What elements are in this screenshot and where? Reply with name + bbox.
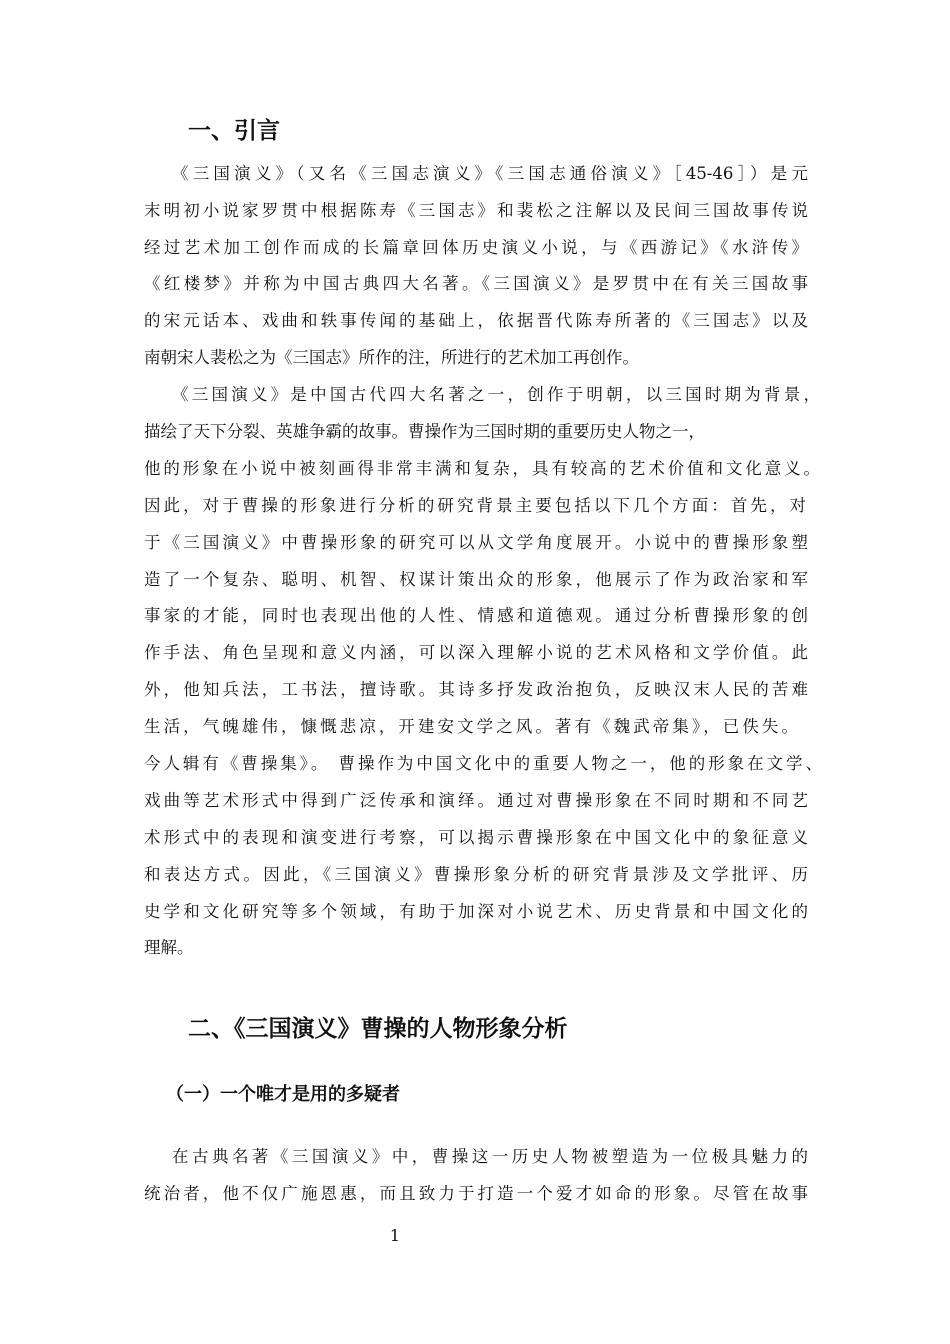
paragraph-line: 《三国演义》（又名《三国志演义》《三国志通俗演义》［45-46］）是元 <box>172 164 808 183</box>
paragraph-line: 《三国演义》是中国古代四大名著之一，创作于明朝，以三国时期为背景， <box>172 385 820 404</box>
paragraph-line: 的宋元话本、戏曲和轶事传闻的基础上，依据晋代陈寿所著的《三国志》以及 <box>144 311 808 330</box>
paragraph-line: 史学和文化研究等多个领域，有助于加深对小说艺术、历史背景和中国文化的 <box>144 902 808 921</box>
paragraph-line: 因此，对于曹操的形象进行分析的研究背景主要包括以下几个方面：首先，对 <box>144 496 806 515</box>
page-number: 1 <box>389 1226 401 1245</box>
paragraph-line: 作手法、角色呈现和意义内涵，可以深入理解小说的艺术风格和文学价值。此 <box>144 643 808 662</box>
paragraph-line: 和表达方式。因此，《三国演义》曹操形象分析的研究背景涉及文学批评、历 <box>144 865 808 884</box>
paragraph-line: 外，他知兵法，工书法，擅诗歌。其诗多抒发政治抱负，反映汉末人民的苦难 <box>144 680 808 699</box>
section-heading-introduction: 一、引言 <box>188 118 280 144</box>
paragraph-line: 《红楼梦》并称为中国古典四大名著。《三国演义》是罗贯中在有关三国故事 <box>144 274 808 293</box>
paragraph-line: 经过艺术加工创作而成的长篇章回体历史演义小说，与《西游记》《水浒传》 <box>144 238 808 257</box>
paragraph-line: 戏曲等艺术形式中得到广泛传承和演绎。通过对曹操形象在不同时期和不同艺 <box>144 791 808 810</box>
subsection-heading: （一）一个唯才是用的多疑者 <box>166 1084 400 1105</box>
section-heading-character-analysis: 二、《三国演义》曹操的人物形象分析 <box>188 1016 568 1042</box>
paragraph-line: 术形式中的表现和演变进行考察，可以揭示曹操形象在中国文化中的象征意义 <box>144 828 808 847</box>
paragraph-line: 末明初小说家罗贯中根据陈寿《三国志》和裴松之注解以及民间三国故事传说 <box>144 201 808 220</box>
paragraph-line: 他的形象在小说中被刻画得非常丰满和复杂，具有较高的艺术价值和文化意义。 <box>144 459 820 478</box>
paragraph-line: 今人辑有《曹操集》。 曹操作为中国文化中的重要人物之一，他的形象在文学、 <box>144 754 822 773</box>
paragraph-line: 南朝宋人裴松之为《三国志》所作的注，所进行的艺术加工再创作。 <box>144 348 639 367</box>
paragraph-line: 生活，气魄雄伟，慷慨悲凉，开建安文学之风。著有《魏武帝集》，已佚失。 <box>144 717 798 736</box>
paragraph-line: 描绘了天下分裂、英雄争霸的故事。曹操作为三国时期的重要历史人物之一， <box>144 422 705 441</box>
paragraph-line: 事家的才能，同时也表现出他的人性、情感和道德观。通过分析曹操形象的创 <box>144 606 808 625</box>
paragraph-line: 统治者，他不仅广施恩惠，而且致力于打造一个爱才如命的形象。尽管在故事 <box>144 1184 808 1203</box>
paragraph-line: 在古典名著《三国演义》中，曹操这一历史人物被塑造为一位极具魅力的 <box>172 1147 808 1166</box>
paragraph-line: 于《三国演义》中曹操形象的研究可以从文学角度展开。小说中的曹操形象塑 <box>144 533 808 552</box>
paragraph-line: 造了一个复杂、聪明、机智、权谋计策出众的形象，他展示了作为政治家和军 <box>144 570 808 589</box>
paragraph-line: 理解。 <box>144 938 194 957</box>
